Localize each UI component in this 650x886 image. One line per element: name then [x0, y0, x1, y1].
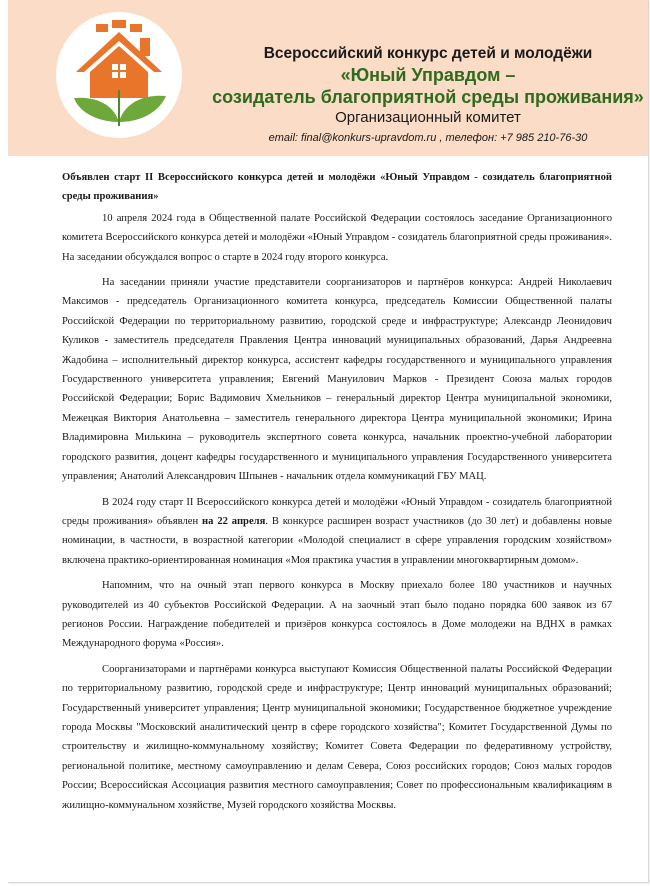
contacts-line: email: final@konkurs-upravdom.ru , телефон: +7 985 210-76-30 [268, 132, 588, 144]
contest-name-line2: созидатель благоприятной среды проживания» [212, 87, 644, 107]
article-body [62, 168, 612, 821]
article-heading: Объявлен старт II Всероссийского конкурса детей и молодёжи «Юный Управдом - созидатель благоприятной среды проживания» [62, 172, 612, 203]
paragraph-2: На заседании приняли участие представители соорганизаторов и партнёров конкурса: Андрей Николаевич Максимов - председатель Организационного комитета конкурса, председатель Комиссии Общественной палаты Российской Федерации по территориальному развитию, городской среде и инфраструктуре; Александр Леонидович Куликов - заместитель председателя Правления Центра инноваций муниципальных образований, Дарья Андреевна Жадобина – исполнительный директор конкурса, ассистент кафедры государственного и муниципального управления Государственного университета управления; Евгений Мануилович Марков - Президент Союза малых городов Российской Федерации; Борис Вадимович Хмельников – генеральный директор Центра муниципальной экономики, Межецкая Виктория Анатольевна – заместитель генерального директора Центра муниципальной экономики; Ирина Владимировна Милькина – руководитель экспертного совета конкурса, начальник проектно-учебной лаборатории городского развития, доцент кафедры государственного и муниципального управления Государственного университета управления; Анатолий Александрович Шпынев - начальник отдела коммуникаций ГБУ МАЦ. [62, 277, 612, 483]
house-sprout-logo [54, 10, 184, 140]
contest-title: Всероссийский конкурс детей и молодёжи [263, 45, 593, 62]
paragraph-1: 10 апреля 2024 года в Общественной палате Российской Федерации состоялось заседание Организационного комитета Всероссийского конкурса детей и молодёжи «Юный Управдом - созидатель благоприятной среды проживания». На заседании обсуждался вопрос о старте в 2024 году второго конкурса. [62, 212, 613, 263]
launch-date: на 22 апреля [202, 515, 266, 527]
committee-label: Организационный комитет [335, 109, 521, 126]
paragraph-3-part-a: В 2024 году старт II Всероссийского конкурса детей и молодёжи «Юный Управдом - созидатель благоприятной среды проживания» объявлен [62, 496, 612, 527]
paragraph-4: Напомним, что на очный этап первого конкурса в Москву приехало более 180 участников и научных руководителей из 40 субъектов Российской Федерации. А на заочный этап было подано порядка 600 заявок из 67 регионов России. Награждение победителей и призёров конкурса состоялось в Доме молодежи на ВДНХ в рамках Международного форума «Россия». [62, 580, 612, 650]
letterhead [8, 0, 648, 156]
paragraph-5: Соорганизаторами и партнёрами конкурса выступают Комиссия Общественной палаты Российской Федерации по территориальному развитию, городской среде и инфраструктуре; Центр инноваций муниципальных образований; Государственный университет управления; Центр муниципальной экономики; Государственное бюджетное учреждение города Москвы "Московский аналитический центр в сфере городского хозяйства"; Комитет Государственной Думы по строительству и жилищно-коммунальному хозяйству; Комитет Совета Федерации по федеративному устройству, региональной политике, местному самоуправлению и делам Севера, Союз российских городов; Союз малых городов России; Всероссийская Ассоциация развития местного самоуправления; Совет по профессиональным квалификациям в жилищно-коммунальном хозяйстве, Музей городского хозяйства Москвы. [62, 663, 612, 811]
letterhead-text [208, 44, 648, 146]
paragraph-3-part-b: . В конкурсе расширен возраст участников (до 30 лет) и добавлены новые номинации, в частности, в возрастной категории «Молодой специалист в сфере управления городским хозяйством» включена практико-ориентированная номинация «Моя практика участия в управлении многоквартирным домом». [62, 515, 613, 566]
contest-name-line1: «Юный Управдом – [340, 65, 516, 85]
paragraph-3 [62, 493, 612, 571]
